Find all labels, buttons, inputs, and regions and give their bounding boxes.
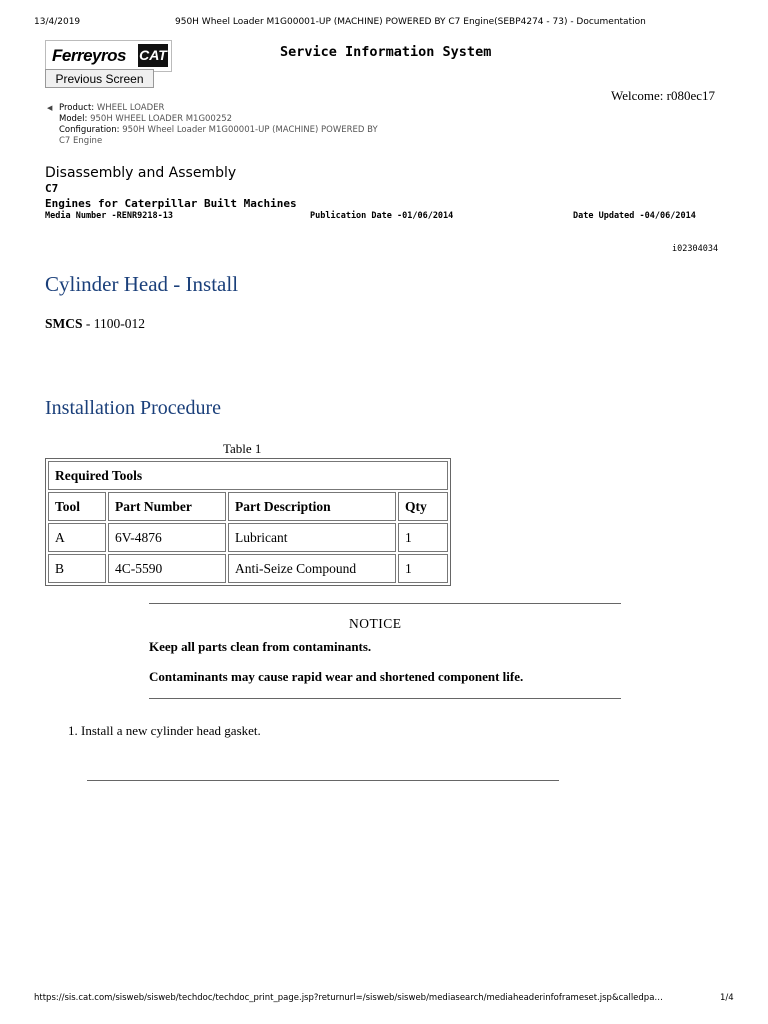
notice-line-2: Contaminants may cause rapid wear and shortened component life. — [149, 669, 524, 684]
cell-qty: 1 — [398, 554, 448, 583]
cell-tool: A — [48, 523, 106, 552]
header-tool: Tool — [48, 492, 106, 521]
header-part-description: Part Description — [228, 492, 396, 521]
date-updated: Date Updated -04/06/2014 — [573, 211, 696, 221]
welcome-user: Welcome: r080ec17 — [611, 88, 715, 103]
smcs-value: - 1100-012 — [82, 316, 146, 331]
cell-qty: 1 — [398, 523, 448, 552]
model-value: 950H WHEEL LOADER M1G00252 — [90, 114, 233, 124]
step-divider — [87, 780, 559, 781]
step-item — [68, 723, 261, 739]
config-value: 950H Wheel Loader M1G00001-UP (MACHINE) POWERED BY — [122, 125, 378, 135]
table-title: Required Tools — [48, 461, 448, 490]
table-title-row — [48, 461, 448, 490]
section-title: Disassembly and Assembly — [45, 165, 237, 181]
table-caption: Table 1 — [223, 441, 262, 456]
notice-bottom-rule — [149, 698, 621, 699]
app-title: Service Information System — [280, 44, 492, 60]
config-label: Configuration: — [59, 125, 120, 135]
triangle-left-icon: ◀ — [47, 104, 53, 112]
table-row — [48, 523, 448, 552]
engine-model: C7 — [45, 182, 59, 195]
page-number: 1/4 — [720, 993, 734, 1003]
step-text: Install a new cylinder head gasket. — [81, 723, 261, 738]
cell-part-description: Lubricant — [228, 523, 396, 552]
table-row — [48, 554, 448, 583]
table-header-row — [48, 492, 448, 521]
media-number: Media Number -RENR9218-13 — [45, 211, 173, 221]
model-label: Model: — [59, 114, 88, 124]
procedure-heading: Installation Procedure — [45, 397, 222, 419]
product-label: Product: — [59, 103, 95, 113]
notice-top-rule — [149, 603, 621, 604]
cell-part-description: Anti-Seize Compound — [228, 554, 396, 583]
engine-category: Engines for Caterpillar Built Machines — [45, 197, 297, 210]
smcs-label: SMCS — [45, 316, 83, 331]
cell-part-number: 4C-5590 — [108, 554, 226, 583]
product-value: WHEEL LOADER — [96, 103, 165, 113]
previous-screen-button[interactable]: Previous Screen — [45, 69, 154, 88]
logo-cat-mark: CAT — [138, 44, 168, 67]
cell-tool: B — [48, 554, 106, 583]
config-value-cont: C7 Engine — [59, 136, 103, 146]
notice-title: NOTICE — [349, 616, 402, 631]
ferreyros-cat-logo — [45, 40, 172, 72]
required-tools-table — [45, 458, 451, 586]
notice-line-1: Keep all parts clean from contaminants. — [149, 639, 372, 654]
smcs-code — [45, 316, 145, 332]
document-id: i02304034 — [672, 244, 719, 254]
print-date: 13/4/2019 — [34, 17, 81, 27]
print-url: https://sis.cat.com/sisweb/sisweb/techdoc/techdoc_print_page.jsp?returnurl=/sisweb/sisweb/mediasearch/mediaheaderinfoframeset.jsp&calledpa… — [34, 993, 663, 1003]
cell-part-number: 6V-4876 — [108, 523, 226, 552]
header-part-number: Part Number — [108, 492, 226, 521]
product-info — [45, 103, 378, 147]
page-title: Cylinder Head - Install — [45, 272, 239, 296]
step-number: 1. — [68, 723, 78, 738]
publication-date: Publication Date -01/06/2014 — [310, 211, 454, 221]
header-qty: Qty — [398, 492, 448, 521]
print-title: 950H Wheel Loader M1G00001-UP (MACHINE) POWERED BY C7 Engine(SEBP4274 - 73) - Documentation — [175, 17, 646, 27]
logo-ferreyros-text: Ferreyros — [52, 46, 126, 65]
